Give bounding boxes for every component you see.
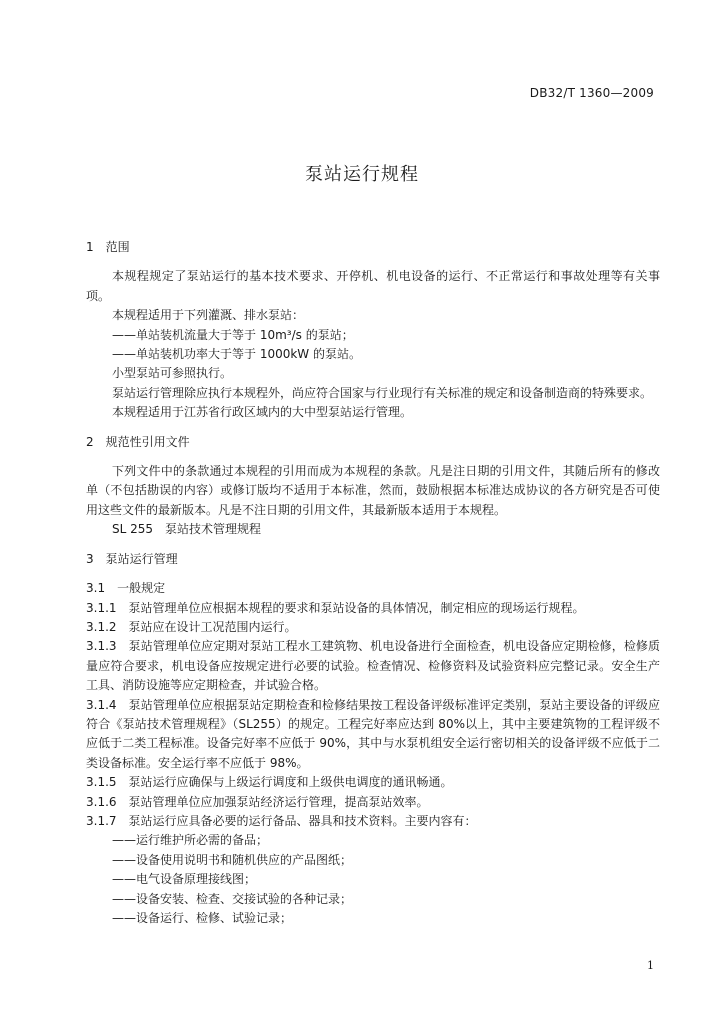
page-number: 1 bbox=[647, 959, 654, 972]
clause-3-1-1: 3.1.1 泵站管理单位应根据本规程的要求和泵站设备的具体情况，制定相应的现场运行规程。 bbox=[86, 600, 585, 615]
section-1-paragraph: 小型泵站可参照执行。 bbox=[112, 366, 233, 381]
section-3-heading: 3 泵站运行管理 bbox=[86, 551, 178, 566]
section-1-paragraph: 泵站运行管理除应执行本规程外，尚应符合国家与行业现行有关标准的规定和设备制造商的特殊要求。 bbox=[112, 385, 653, 400]
clause-3-1-6: 3.1.6 泵站管理单位应加强泵站经济运行管理，提高泵站效率。 bbox=[86, 794, 429, 809]
clause-3-1-5: 3.1.5 泵站运行应确保与上级运行调度和上级供电调度的通讯畅通。 bbox=[86, 775, 453, 790]
clause-3-1-4: 3.1.4 泵站管理单位应根据泵站定期检查和检修结果按工程设备评级标准评定类别，泵站主要设备的评级应符合《泵站技术管理规程》（SL255）的规定。工程完好率应达到 80%以上，其中主要建筑物的工程评级不应低于二类工程标准。设备完好率不应低于 90%，其中与水泵机组安全运行密切相关的设备评级不应低于二类设备标准。安全运行率不应低于 98%。 bbox=[86, 697, 660, 770]
clause-3-1-7: 3.1.7 泵站运行应具备必要的运行备品、器具和技术资料。主要内容有： bbox=[86, 813, 477, 828]
standard-code: DB32/T 1360—2009 bbox=[529, 86, 654, 100]
list-item: ——设备使用说明书和随机供应的产品图纸； bbox=[112, 852, 353, 867]
section-2-heading: 2 规范性引用文件 bbox=[86, 434, 190, 449]
section-1-heading: 1 范围 bbox=[86, 240, 130, 254]
list-item: ——电气设备原理接线图； bbox=[112, 872, 257, 887]
section-1-paragraph: 本规程规定了泵站运行的基本技术要求、开停机、机电设备的运行、不正常运行和事故处理等有关事项。 bbox=[86, 269, 660, 303]
clause-3-1-3: 3.1.3 泵站管理单位应定期对泵站工程水工建筑物、机电设备进行全面检查，机电设备应定期检修，检修质量应符合要求，机电设备应按规定进行必要的试验。检查情况、检修资料及试验资料应完整记录。安全生产工具、消防设施等应定期检查，并试验合格。 bbox=[86, 639, 660, 693]
list-item: ——单站装机功率大于等于 1000kW 的泵站。 bbox=[112, 347, 361, 362]
list-item: ——单站装机流量大于等于 10m³/s 的泵站； bbox=[112, 327, 354, 342]
section-1-paragraph: 本规程适用于下列灌溉、排水泵站： bbox=[112, 308, 305, 323]
document-body bbox=[86, 238, 660, 928]
document-title: 泵站运行规程 bbox=[305, 164, 419, 185]
list-item: ——设备安装、检查、交接试验的各种记录； bbox=[112, 891, 353, 906]
subsection-3-1-heading: 3.1 一般规定 bbox=[86, 581, 166, 596]
list-item: ——运行维护所必需的备品； bbox=[112, 833, 269, 848]
clause-3-1-2: 3.1.2 泵站应在设计工况范围内运行。 bbox=[86, 619, 297, 634]
normative-reference: SL 255 泵站技术管理规程 bbox=[112, 522, 262, 537]
section-1-paragraph: 本规程适用于江苏省行政区域内的大中型泵站运行管理。 bbox=[112, 405, 413, 420]
list-item: ——设备运行、检修、试验记录； bbox=[112, 911, 293, 925]
section-2-paragraph: 下列文件中的条款通过本规程的引用而成为本规程的条款。凡是注日期的引用文件，其随后所有的修改单（不包括勘误的内容）或修订版均不适用于本标准，然而，鼓励根据本标准达成协议的各方研究是否可使用这些文件的最新版本。凡是不注日期的引用文件，其最新版本适用于本规程。 bbox=[86, 464, 660, 517]
